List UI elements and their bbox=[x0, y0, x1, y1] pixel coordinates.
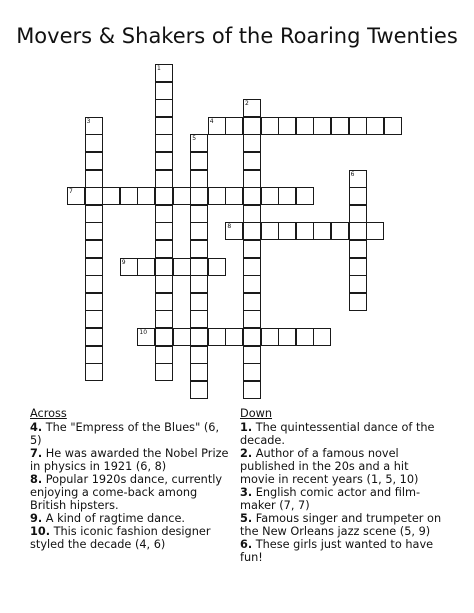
grid-cell[interactable] bbox=[85, 134, 103, 152]
grid-cell[interactable] bbox=[243, 363, 261, 381]
grid-cell[interactable] bbox=[331, 117, 349, 135]
grid-cell[interactable] bbox=[313, 328, 331, 346]
clue-down-6: 6. These girls just wanted to have fun! bbox=[240, 538, 434, 564]
grid-cell[interactable] bbox=[120, 187, 138, 205]
grid-cell[interactable] bbox=[155, 363, 173, 381]
grid-cell[interactable] bbox=[190, 258, 208, 276]
clue-down-3: 3. English comic actor and film-maker (7, 7) bbox=[240, 486, 421, 512]
grid-cell[interactable] bbox=[261, 187, 279, 205]
grid-cell[interactable] bbox=[261, 222, 279, 240]
grid-cell[interactable] bbox=[155, 99, 173, 117]
grid-cell[interactable] bbox=[137, 187, 155, 205]
grid-cell[interactable] bbox=[278, 117, 296, 135]
grid-cell[interactable] bbox=[190, 240, 208, 258]
clue-number-5: 5 bbox=[192, 135, 197, 143]
grid-cell[interactable] bbox=[190, 381, 208, 399]
grid-cell[interactable] bbox=[190, 275, 208, 293]
grid-cell[interactable] bbox=[85, 346, 103, 364]
grid-cell[interactable] bbox=[85, 258, 103, 276]
grid-cell[interactable] bbox=[155, 293, 173, 311]
across-heading: Across bbox=[30, 407, 67, 420]
clue-number-7: 7 bbox=[69, 188, 73, 196]
grid-cell[interactable] bbox=[349, 240, 367, 258]
grid-cell[interactable] bbox=[190, 363, 208, 381]
grid-cell[interactable] bbox=[173, 187, 191, 205]
grid-cell[interactable] bbox=[296, 222, 314, 240]
grid-cell[interactable] bbox=[225, 187, 243, 205]
grid-cell[interactable] bbox=[261, 328, 279, 346]
grid-cell[interactable] bbox=[349, 117, 367, 135]
clue-number-4: 4 bbox=[209, 117, 214, 125]
grid-cell[interactable] bbox=[296, 187, 314, 205]
grid-cell[interactable] bbox=[313, 222, 331, 240]
clue-number-8: 8 bbox=[227, 223, 232, 231]
grid-cell[interactable] bbox=[208, 258, 226, 276]
clue-across-7: 7. He was awarded the Nobel Prize in physics in 1921 (6, 8) bbox=[30, 447, 229, 473]
grid-cell[interactable] bbox=[85, 205, 103, 223]
grid-cell[interactable] bbox=[137, 258, 155, 276]
clue-number-2: 2 bbox=[245, 100, 249, 108]
grid-cell[interactable] bbox=[243, 346, 261, 364]
grid-cell[interactable] bbox=[85, 222, 103, 240]
grid-cell[interactable] bbox=[349, 222, 367, 240]
grid-cell[interactable] bbox=[349, 275, 367, 293]
grid-cell[interactable] bbox=[155, 117, 173, 135]
grid-cell[interactable] bbox=[190, 205, 208, 223]
grid-cell[interactable] bbox=[190, 293, 208, 311]
grid-cell[interactable] bbox=[243, 381, 261, 399]
grid-cell[interactable] bbox=[155, 170, 173, 188]
grid-cell[interactable] bbox=[349, 258, 367, 276]
grid-cell[interactable] bbox=[208, 328, 226, 346]
grid-cell[interactable] bbox=[349, 187, 367, 205]
grid-cell[interactable] bbox=[155, 134, 173, 152]
grid-cell[interactable] bbox=[155, 187, 173, 205]
grid-cell[interactable] bbox=[243, 134, 261, 152]
grid-cell[interactable] bbox=[85, 240, 103, 258]
grid-cell[interactable] bbox=[190, 310, 208, 328]
grid-cell[interactable] bbox=[155, 275, 173, 293]
clue-number-9: 9 bbox=[121, 258, 126, 266]
grid-cell[interactable] bbox=[349, 205, 367, 223]
grid-cell[interactable] bbox=[190, 222, 208, 240]
grid-cell[interactable] bbox=[155, 205, 173, 223]
grid-cell[interactable] bbox=[384, 117, 402, 135]
grid-cell[interactable] bbox=[331, 222, 349, 240]
grid-cell[interactable] bbox=[261, 117, 279, 135]
grid-cell[interactable] bbox=[243, 170, 261, 188]
down-clues bbox=[240, 407, 445, 564]
grid-cell[interactable] bbox=[155, 240, 173, 258]
grid-cell[interactable] bbox=[85, 310, 103, 328]
grid-cell[interactable] bbox=[243, 222, 261, 240]
grid-cell[interactable] bbox=[85, 170, 103, 188]
grid-cell[interactable] bbox=[278, 222, 296, 240]
grid-cell[interactable] bbox=[243, 240, 261, 258]
grid-cell[interactable] bbox=[155, 310, 173, 328]
clue-number-3: 3 bbox=[86, 117, 91, 125]
grid-cell[interactable] bbox=[155, 82, 173, 100]
grid-cell[interactable] bbox=[278, 187, 296, 205]
grid-cell[interactable] bbox=[366, 117, 384, 135]
grid-cell[interactable] bbox=[349, 293, 367, 311]
grid-cell[interactable] bbox=[85, 275, 103, 293]
clue-down-1: 1. The quintessential dance of the decade. bbox=[240, 421, 435, 447]
clue-down-5: 5. Famous singer and trumpeter on the New Orleans jazz scene (5, 9) bbox=[240, 512, 442, 538]
grid-cell[interactable] bbox=[243, 117, 261, 135]
grid-cell[interactable] bbox=[155, 152, 173, 170]
grid-cell[interactable] bbox=[85, 328, 103, 346]
clue-number-1: 1 bbox=[157, 65, 161, 72]
grid-cell[interactable] bbox=[85, 187, 103, 205]
grid-cell[interactable] bbox=[190, 328, 208, 346]
grid-cell[interactable] bbox=[296, 117, 314, 135]
grid-cell[interactable] bbox=[173, 258, 191, 276]
grid-cell[interactable] bbox=[102, 187, 120, 205]
grid-cell[interactable] bbox=[225, 117, 243, 135]
grid-cell[interactable] bbox=[243, 328, 261, 346]
grid-cell[interactable] bbox=[155, 346, 173, 364]
grid-cell[interactable] bbox=[243, 152, 261, 170]
grid-cell[interactable] bbox=[243, 310, 261, 328]
clue-across-4: 4. The "Empress of the Blues" (6, 5) bbox=[30, 421, 220, 447]
grid-cell[interactable] bbox=[85, 293, 103, 311]
grid-cell[interactable] bbox=[243, 187, 261, 205]
grid-cell[interactable] bbox=[190, 152, 208, 170]
grid-cell[interactable] bbox=[243, 293, 261, 311]
grid-cell[interactable] bbox=[155, 258, 173, 276]
clue-number-6: 6 bbox=[350, 170, 355, 178]
grid-cell[interactable] bbox=[208, 187, 226, 205]
grid-cell[interactable] bbox=[243, 275, 261, 293]
clue-across-10: 10. This iconic fashion designer styled the decade (4, 6) bbox=[30, 525, 211, 551]
clue-down-2: 2. Author of a famous novel published in the 20s and a hit movie in recent years (1, 5, 10) bbox=[240, 447, 419, 486]
grid-cell[interactable] bbox=[243, 258, 261, 276]
grid-cell[interactable] bbox=[85, 363, 103, 381]
puzzle-title: Movers & Shakers of the Roaring Twenties bbox=[16, 24, 458, 48]
grid-cell[interactable] bbox=[190, 170, 208, 188]
grid-cell[interactable] bbox=[190, 187, 208, 205]
clue-across-9: 9. A kind of ragtime dance. bbox=[30, 512, 186, 525]
grid-cell[interactable] bbox=[366, 222, 384, 240]
grid-cell[interactable] bbox=[313, 117, 331, 135]
grid-cell[interactable] bbox=[155, 222, 173, 240]
clue-across-8: 8. Popular 1920s dance, currently enjoying a come-back among British hipsters. bbox=[30, 473, 223, 512]
grid-cell[interactable] bbox=[190, 346, 208, 364]
grid-cell[interactable] bbox=[296, 328, 314, 346]
grid-cell[interactable] bbox=[173, 328, 191, 346]
grid-cell[interactable] bbox=[225, 328, 243, 346]
clue-number-10: 10 bbox=[139, 329, 148, 336]
across-clues bbox=[30, 407, 232, 551]
down-heading: Down bbox=[240, 407, 273, 420]
grid-cell[interactable] bbox=[278, 328, 296, 346]
grid-cell[interactable] bbox=[85, 152, 103, 170]
grid-cell[interactable] bbox=[243, 205, 261, 223]
grid-cell[interactable] bbox=[155, 328, 173, 346]
